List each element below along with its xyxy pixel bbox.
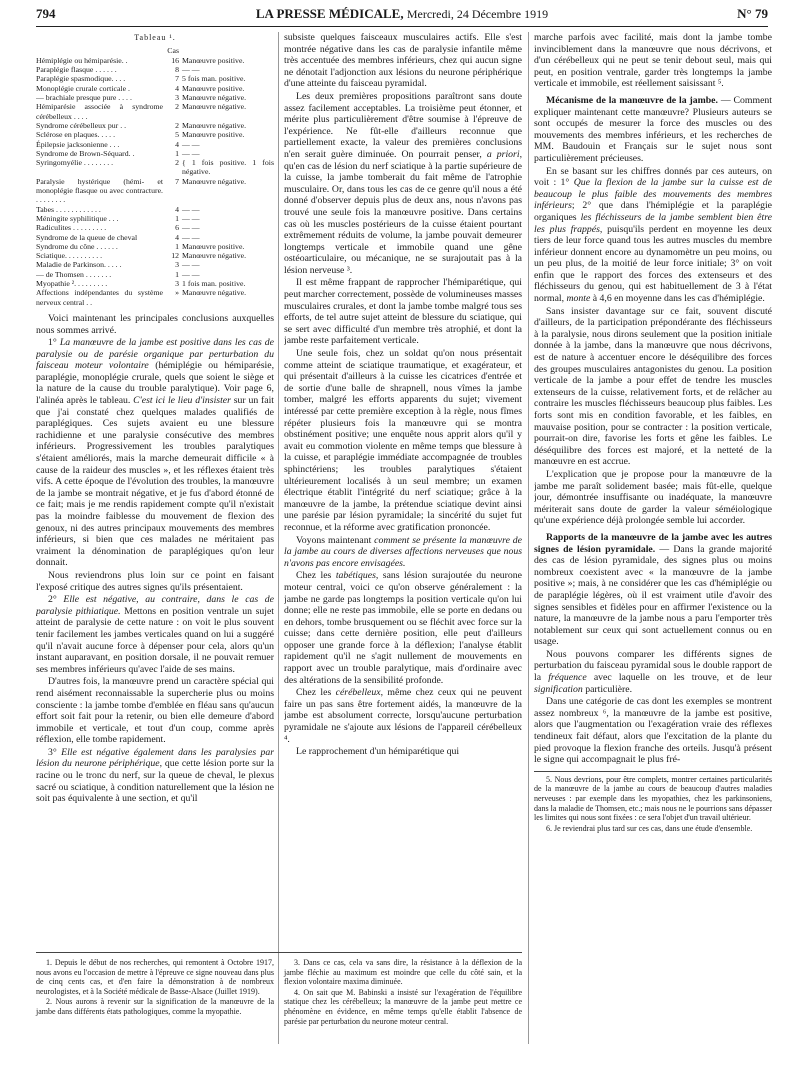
table-row	[36, 56, 274, 65]
table-cell-count: 8	[175, 65, 179, 75]
table-cell-label: Syndrome du cône . . . . . .	[36, 241, 118, 251]
column-divider	[528, 32, 529, 1044]
italic-run: a priori	[486, 148, 520, 160]
table-cell-label: Hémiplégie ou hémiparésie. .	[36, 55, 128, 65]
italic-run: Elle est négative également dans les paralysies par lésion du neurone périphérique,	[36, 746, 274, 770]
table-cell-count: 3	[175, 260, 179, 270]
table-row	[36, 102, 274, 121]
text-run: , puisqu'ils perdent en moyenne les deux tiers de leur force quand tous les autres muscles du membre inférieur donnent encore au dynamomètre un peu moins, ou un peu plus, de la moitié de leur force initiale; 3° on voit enfin que le rapport des forces des extenseurs et des fléchisseurs du genou, qui est habituellement de 3 à l'état normal,	[534, 223, 772, 305]
italic-run: monte	[566, 293, 591, 305]
table-row	[36, 260, 274, 269]
table-cell-result: Manœuvre positive.	[182, 241, 245, 251]
journal-title: LA PRESSE MÉDICALE,	[255, 6, 404, 21]
table-cell-label: Épilepsie jacksonienne . . .	[36, 139, 120, 149]
italic-run: comment se présente la manœuvre de la jambe au cours de diverses affections nerveuses que nous n'avons pas encore envisagées.	[284, 534, 522, 569]
table-cell-count: 1	[175, 148, 179, 158]
text-run: ; 2° que dans l'hémiplégie et la paraplégie organiques	[534, 200, 772, 223]
table-cell-result: Manœuvre négative.	[182, 102, 247, 112]
paragraph: marche parfois avec facilité, mais dont la jambe tombe invinciblement dans la manœuvre que nous décrivons, et d'un cérébelleux qui ne peut se tenir debout seul, mais qui peut, en position ventrale, garder très longtemps la jambe verticale et immobile, est réellement saisissant ⁵.	[534, 32, 772, 90]
footnote-rule	[36, 952, 522, 953]
page-number: 794	[36, 6, 56, 21]
text-run: , qu'en cas de lésion du nerf sciatique à la partie supérieure de la cuisse, la jambe tomberait du fait même de l'atrophie musculaire. Or, dans tous les cas de ce genre qu'il nous a été donné d'observer depuis plus de deux ans, nous n'avons pas trouvé une seule fois la manœuvre positive. Dans certains cas où les muscles postérieurs de la cuisse étaient pourtant extrêmement réduits de volume, la jambe pouvait demeurer longtemps verticale et immobile quand une gêne ostéoarticulaire, ou mécanique, ne se surajoutait pas à la lésion nerveuse ³.	[284, 148, 522, 276]
paragraph: Dans une catégorie de cas dont les exemples se montrent assez nombreux ⁶, la manœuvre de la jambe est positive, alors que l'augmentation ou l'exagération vraie des réflexes tendineux fait défaut, alors que l'excitation de la plante du pied provoque la flexion franche des orteils. Jusqu'à présent le signe qui accompagnait le plus fré-	[534, 696, 772, 766]
table-cell-count: 7	[175, 74, 179, 84]
table-cell-result: — —	[182, 65, 200, 75]
table-row	[36, 158, 274, 177]
table-cell-result: Manœuvre négative.	[182, 120, 247, 130]
table-cell-label: Affections indépendantes du système nerveux central . .	[36, 288, 163, 307]
text-run: avec laquelle on les trouve, et de leur	[586, 672, 772, 684]
text-run: Nous pouvons comparer les différents signes de perturbation du faisceau pyramidal sous le double rapport de la	[534, 648, 772, 684]
table-cell-label: Maladie de Parkinson. . . . .	[36, 260, 122, 270]
table-row	[36, 205, 274, 214]
table-cell-count: 1	[175, 241, 179, 251]
table-cell-label: Hémiparésie associée à syndrome cérébelleux . . . .	[36, 102, 163, 121]
column-1	[36, 32, 274, 952]
column-3	[534, 32, 772, 1076]
paragraph	[534, 166, 772, 305]
table-row	[36, 149, 274, 158]
table-row	[36, 84, 274, 93]
table-cell-label: Syndrome de Brown-Séquard. .	[36, 148, 135, 158]
table-cell-count: 4	[175, 139, 179, 149]
paragraph: subsiste quelques faisceaux musculaires actifs. Elle s'est montrée négative dans les cas de paralysie infantile même très accentuée des membres inférieurs, chez qui aucun signe ne dénotait l'adjonction aux lésions du neurone périphérique d'une atteinte du faisceau pyramidal.	[284, 32, 522, 90]
table-cell-count: 7	[175, 176, 179, 186]
issue-date: Mercredi, 24 Décembre 1919	[406, 7, 549, 21]
text-run: En se basant sur les chiffres donnés par ces auteurs, on voit : 1°	[534, 165, 772, 189]
table-cell-count: 3	[175, 279, 179, 289]
text-run: Chez les	[296, 687, 336, 699]
text-run: sur un fait que j'ai constaté chez quelques malades qualifiés de paraplégiques. Ces sujets avaient eu une blessure rachidienne et une paralysie consécutive des membres inférieurs. Progressivement les troubles paralytiques s'étaient améliorés, mais la marche demeurait difficile « à cause de la raideur des muscles », et les réflexes étaient très vifs. A cette époque de l'évolution des troubles, la manœuvre de la jambe se montrait négative, et je fus d'abord étonné de ce fait; mais je me rendis rapidement compte qu'il n'existait pas la moindre faiblesse du mouvement de flexion des genoux, ni des autres principaux mouvements des membres inférieurs, si bien que ces malades ne méritaient pas vraiment la dénomination de paraplégiques qu'on leur donnait.	[36, 395, 274, 569]
paragraph	[36, 337, 274, 569]
table-cell-count: 2	[175, 102, 179, 112]
table-cell-count: 1	[175, 213, 179, 223]
text-run: , sans lésion surajoutée du neurone moteur central, voici ce qu'on observe généralement : la jambe ne garde pas longtemps la position verticale qu'on lui donne; elle ne reste pas immobile, elle se porte en dedans ou en dehors, tombe brusquement ou se fléchit avec force sur la cuisse; dans cette dernière position, elle peut d'ailleurs opposer une grande force à la déflexion; l'analyse établit rapidement qu'il ne s'agit nullement de mouvements en rapport avec un trouble paralytique, mais d'ordinaire avec des altérations de la sensibilité profonde.	[284, 570, 522, 686]
paragraph: Le rapprochement d'un hémiparétique qui	[296, 746, 460, 758]
table-cell-label: Paralysie hystérique (hémi- et monoplégie flasque ou avec contracture. . . . . . . . .	[36, 176, 163, 205]
paragraph	[534, 649, 772, 695]
table-cell-count: 16	[171, 55, 179, 65]
table-cell-count: 2	[175, 158, 179, 168]
table-cell-label: Radiculites . . . . . . . . .	[36, 223, 107, 233]
table-cell-label: — de Thomsen . . . . . . .	[36, 269, 112, 279]
table-cell-label: Paraplégie spasmodique. . . .	[36, 74, 126, 84]
table-cell-result: — —	[182, 204, 200, 214]
table-row	[36, 214, 274, 223]
footnotes-middle	[284, 958, 522, 1027]
footnote-rule	[534, 771, 772, 772]
table-row	[36, 130, 274, 139]
table-cell-label: Paraplégie flasque . . . . . .	[36, 65, 117, 75]
table-row	[36, 279, 274, 288]
text-run: Les deux premières propositions paraîtront sans doute assez facilement acceptables. La troisième peut étonner, et mérite plus particulièrement d'être soumise à l'épreuve de l'expérience. Ne fût-elle d'ailleurs reconnue que partiellement exacte, la valeur des premières conclusions n'en serait guère diminuée. On pourrait penser,	[284, 90, 522, 160]
table-row	[36, 74, 274, 83]
table-cell-result: Manœuvre négative.	[182, 176, 247, 186]
table-row	[36, 233, 274, 242]
italic-run: La manœuvre de la jambe est positive dans les cas de paralysie ou de parésie organique par perturbation du faisceau moteur volontaire	[36, 337, 274, 372]
text-run: Mettons en position ventrale un sujet atteint de paralysie de cette nature : on voit le plus souvent tenir facilement les jambes verticales quand on lui a suggéré qu'il n'avait aucune force à dépenser pour cela, alors qu'un instant auparavant, en position dorsale, il ne pouvait remuer ses membres inférieurs qu'avec l'aide de ses mains.	[36, 605, 274, 675]
table-cell-result: — —	[182, 269, 200, 279]
table-row	[36, 140, 274, 149]
italic-run: fréquence	[548, 672, 587, 684]
paragraph	[36, 594, 274, 675]
text-run: (hémiplégie ou hémiparésie, paraplégie, monoplégie crurale, quels que soient le siège et la nature de la cause du trouble paralytique). Voir page 6, l'alinéa après le tableau.	[36, 360, 274, 407]
italic-run: cérébelleux	[335, 687, 381, 699]
footnotes-left	[36, 958, 274, 1018]
italic-run: signification	[534, 683, 583, 695]
table-cell-result: — —	[182, 260, 200, 270]
italic-run: C'est ici le lieu d'insister	[133, 395, 231, 407]
table-cell-count: 4	[175, 204, 179, 214]
paragraph: Voici maintenant les principales conclusions auxquelles nous sommes arrivé.	[36, 312, 274, 336]
table-row	[36, 65, 274, 74]
section-heading: Mécanisme de la manœuvre de la jambe.	[546, 94, 718, 106]
table-cell-result: Manœuvre positive.	[182, 83, 245, 93]
paragraph	[284, 91, 522, 277]
table-cell-count: 5	[175, 130, 179, 140]
table-cell-label: Syndrome de la queue de cheval	[36, 232, 138, 242]
paragraph: Il est même frappant de rapprocher l'hémiparétique, qui peut marcher correctement, possède de volumineuses masses musculaires crurales, et dont la jambe tombe malgré tous ses efforts, de tel autre sujet atteint de blessure du sciatique, qui se sert avec difficulté d'un membre très atrophié, et dont la jambe reste parfaitement verticale.	[284, 277, 522, 347]
paragraph	[284, 687, 522, 745]
header-rule	[36, 26, 768, 27]
table-cell-label: Syndrome cérébelleux pur . .	[36, 120, 127, 130]
table-row	[36, 121, 274, 130]
table-row	[36, 270, 274, 279]
table-cell-count: »	[175, 288, 179, 298]
table-cell-count: 1	[175, 269, 179, 279]
table-cell-label: Myopathie ². . . . . . . . .	[36, 279, 108, 289]
table-cell-result: — —	[182, 223, 200, 233]
table-cell-count: 3	[175, 93, 179, 103]
table-row	[36, 288, 274, 307]
footnote: 4. On sait que M. Babinski a insisté sur l'exagération de l'équilibre statique chez les cérébelleux; la manœuvre de la jambe peut mettre ce phénomène en évidence, en même temps qu'elle établit l'absence de parésie par perturbation du neurone moteur central.	[284, 987, 522, 1026]
text-run: que cette lésion porte sur la racine ou le tronc du nerf, sur la queue de cheval, le plexus sacré ou sciatique, à condition naturellement que la lésion ne soit pas équivalente à une section, et qu'il	[36, 758, 274, 805]
table-row	[36, 251, 274, 260]
italic-run: Que la flexion de la jambe sur la cuisse est de beaucoup le plus faible des mouvements des membres inférieurs	[534, 177, 772, 212]
italic-run: les fléchisseurs de la jambe semblent bien être les plus frappés	[534, 211, 772, 235]
issue-number: N° 79	[737, 6, 768, 21]
case-table	[36, 46, 274, 307]
table-cell-label: Syringomyélie . . . . . . . .	[36, 158, 114, 168]
section-paragraph	[534, 532, 772, 648]
paragraph: Sans insister davantage sur ce fait, souvent discuté d'ailleurs, de la participation prépondérante des fléchisseurs à la paralysie, nous dirons seulement que la position initiale donnée à la jambe, dans la manœuvre que nous décrivons, est de nature à accentuer encore le déséquilibre des forces des groupes musculaires antagonistes du genou. La position verticale de la jambe a pour effet de tendre les muscles extenseurs de la cuisse, relativement forts, et de relâcher au contraire les muscles fléchisseurs beaucoup plus faibles. Les forts sont mis en condition favorable, et les faibles, en mauvaise position, pour se contracter : la position verticale, pourrait-on dire, favorise les forts et gêne les faibles. Le déséquilibre des forces est majoré, et la netteté de la manœuvre en est accrue.	[534, 305, 772, 468]
table-cell-label: Tabes . . . . . . . . . . . .	[36, 204, 101, 214]
table-cell-label: Sclérose en plaques. . . . .	[36, 130, 116, 140]
table-cell-result: Manœuvre positive.	[182, 55, 245, 65]
text-run: Voyons maintenant	[296, 534, 375, 546]
table-header-cas: Cas	[167, 45, 179, 55]
italic-run: tabétiques	[335, 570, 376, 582]
table-cell-count: 4	[175, 232, 179, 242]
paragraph: Nous reviendrons plus loin sur ce point en faisant l'exposé critique des autres signes qu'ils présentaient.	[36, 569, 274, 593]
text-run: 2°	[48, 594, 64, 606]
text-run: — Dans la grande majorité des cas de lésion pyramidale, des signes plus ou moins nombreux coexistent avec « la manœuvre de la jambe positive »; mais, à ne considérer que les cas d'hémiplégie ou de paraplégie légères, où il est vraiment utile d'avoir des signes sensibles et fidèles pour en affirmer l'existence ou la nature, la manœuvre de la jambe nous a paru l'emporter très notablement sur ceux qui sont actuellement connus ou en usage.	[534, 543, 772, 648]
text-run: 1°	[48, 337, 60, 349]
text-run: — Comment expliquer maintenant cette manœuvre? Plusieurs auteurs se sont occupés de mesurer la force des muscles ou des mouvements des membres inférieurs, et les recherches de MM. Baudouin et Français sur le sujet nous sont particulièrement précieuses.	[534, 94, 772, 164]
column-2	[284, 32, 522, 952]
table-row	[36, 242, 274, 251]
table-row	[36, 223, 274, 232]
table-caption: Tableau ¹.	[134, 33, 176, 42]
table-cell-result: Manœuvre négative.	[182, 251, 247, 261]
table-cell-result: 1 fois man. positive.	[182, 279, 246, 289]
text-run: particulière.	[582, 683, 633, 695]
section-heading: Rapports de la manœuvre de la jambe avec les autres signes de lésion pyramidale.	[534, 531, 772, 555]
table-cell-result: Manœuvre négative.	[182, 93, 247, 103]
paragraph	[284, 570, 522, 686]
table-cell-label: Sciatique. . . . . . . . . .	[36, 251, 103, 261]
page-header	[36, 6, 768, 26]
table-cell-count: 2	[175, 120, 179, 130]
table-cell-label: — brachiale presque pure . . . .	[36, 93, 132, 103]
column-divider	[278, 32, 279, 1044]
table-cell-result: Manœuvre négative.	[182, 288, 247, 298]
table-cell-count: 4	[175, 83, 179, 93]
footnote: 1. Depuis le début de nos recherches, qui remontent à Octobre 1917, nous avons eu l'occasion de mettre à l'épreuve ce signe nouveau dans plus de cinq cents cas, et d'en faire la démonstration à de nombreux neurologistes, et à la Société médicale de Basse-Alsace (Juillet 1919).	[36, 958, 274, 996]
footnote: 6. Je reviendrai plus tard sur ces cas, dans une étude d'ensemble.	[546, 823, 753, 833]
italic-run: Elle est négative, au contraire, dans le cas de paralysie pithiatique.	[36, 594, 274, 617]
table-cell-label: Méningite syphilitique . . .	[36, 213, 119, 223]
paragraph: L'explication que je propose pour la manœuvre de la jambe me paraît solidement basée; mais fût-elle, quelque jour, démontrée insuffisante ou inadéquate, la manœuvre mériterait sans doute de garder la valeur séméiologique qu'une expérience déjà prolongée semble lui accorder.	[534, 468, 772, 527]
table-cell-result: — —	[182, 148, 200, 158]
paragraph: D'autres fois, la manœuvre prend un caractère spécial qui rend aisément reconnaissable la supercherie plus ou moins consciente : la jambe tombe d'emblée en fléau sans qu'aucun effort soit fait pour la retenir, ou bien elle demeure d'abord immobile et verticale, et tout d'un coup, comme après réflexion, elle tombe rapidement.	[36, 676, 274, 746]
table-row	[36, 177, 274, 205]
table-cell-result: — —	[182, 213, 200, 223]
paragraph	[284, 535, 522, 570]
footnote: 3. Dans ce cas, cela va sans dire, la résistance à la déflexion de la jambe fléchie au maximum est moindre que celle du côté sain, et la flexion volontaire maxima diminuée.	[284, 958, 522, 987]
table-cell-count: 6	[175, 223, 179, 233]
text-run: 3°	[48, 746, 62, 758]
table-cell-count: 12	[171, 251, 179, 261]
masthead	[36, 6, 768, 22]
paragraph: Une seule fois, chez un soldat qu'on nous présentait comme atteint de sciatique traumatique, et exagérateur, et qui présentait d'ailleurs à la cuisse les cicatrices d'entrée et de sortie d'une balle de shrapnell, nous vîmes la jambe tomber, malgré les efforts apparents du sujet; vivement intéressé par cette première exception à la règle, nous fîmes répéter plusieurs fois la manœuvre qui se montra obstinément positive; une enquête nous apprit alors qu'il y avait eu commotion violente en même temps que blessure à la cuisse, et paraplégie immédiate accompagnée de troubles sphinctériens; les troubles paralytiques s'étaient ultérieurement localisés à un seul membre; un examen électrique établit l'intégrité du nerf sciatique; grâce à la manœuvre de la jambe, la prétendue sciatique devint ainsi une parésie par lésion pyramidale; la sincérité du sujet fut reconnue, et la réforme avec gratification prononcée.	[284, 348, 522, 533]
section-paragraph	[534, 95, 772, 165]
table-cell-label: Monoplégie crurale corticale .	[36, 83, 130, 93]
table-cell-result: { 1 fois positive. 1 fois négative.	[182, 158, 274, 177]
text-run: à 4,6 en moyenne dans les cas d'hémiplégie.	[590, 293, 765, 305]
table-cell-result: — —	[182, 139, 200, 149]
table-cell-result: — —	[182, 232, 200, 242]
paragraph	[36, 747, 274, 805]
footnote: 2. Nous aurons à revenir sur la signification de la manœuvre de la jambe dans différents états pathologiques, comme la myopathie.	[36, 997, 274, 1016]
text-run: Chez les	[296, 570, 336, 582]
table-cell-result: Manœuvre positive.	[182, 130, 245, 140]
footnotes-right	[534, 775, 772, 834]
footnote: 5. Nous devrions, pour être complets, montrer certaines particularités de la manœuvre de la jambe au cours de beaucoup d'autres maladies nerveuses : par exemple dans les myopathies, chez les parkinsoniens, dans la maladie de Thomsen, etc.; mais nous ne le pourrions sans dépasser les limites qui nous sont fixées : ce sera l'objet d'un travail ultérieur.	[534, 774, 772, 823]
table-cell-result: 5 fois man. positive.	[182, 74, 246, 84]
table-row	[36, 93, 274, 102]
text-run: , même chez ceux qui ne peuvent faire un pas sans être fortement aidés, la manœuvre de la jambe est absolument correcte, lorsqu'aucune perturbation pyramidale ne s'ajoute aux lésions de l'appareil cérébelleux ⁴.	[284, 687, 522, 745]
